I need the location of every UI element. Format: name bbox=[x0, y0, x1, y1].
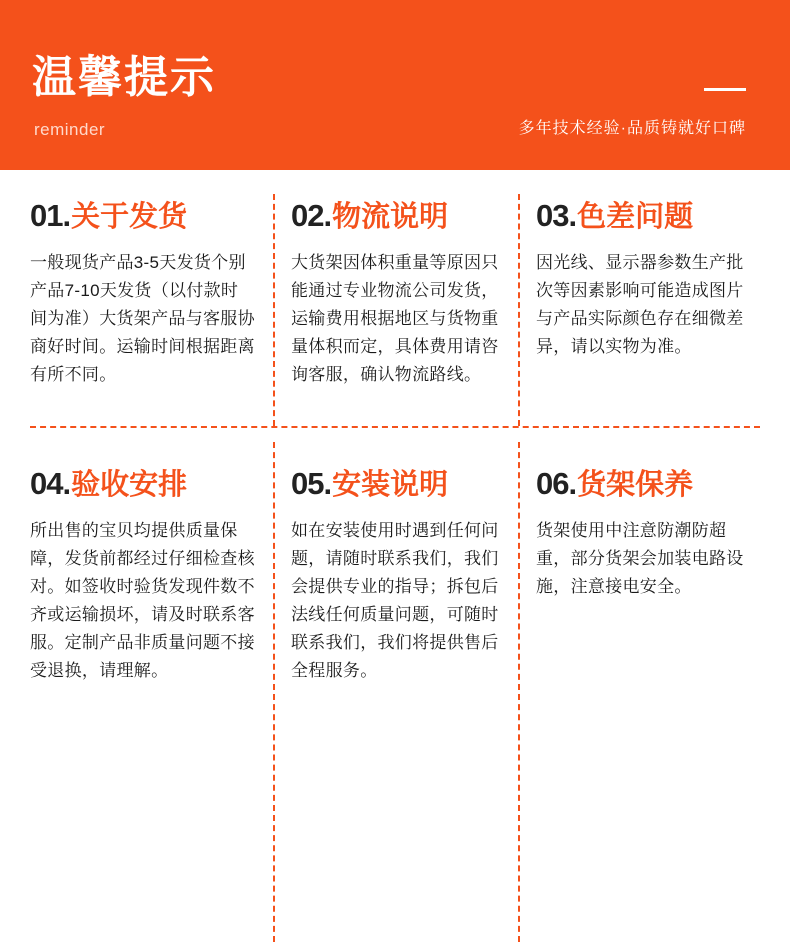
notice-item-number: 01 bbox=[30, 198, 63, 233]
banner-slogan: 多年技术经验·品质铸就好口碑 bbox=[518, 120, 746, 137]
notice-grid bbox=[0, 170, 790, 779]
notice-item-body: 如在安装使用时遇到任何问题，请随时联系我们，我们会提供专业的指导；拆包后法线任何质量问题，可随时联系我们，我们将提供售后全程服务。 bbox=[291, 521, 499, 680]
notice-item-heading bbox=[30, 194, 255, 235]
notice-item-dot: . bbox=[568, 466, 578, 501]
notice-item-dot: . bbox=[323, 198, 333, 233]
notice-item-title: 物流说明 bbox=[332, 201, 449, 233]
page-subtitle: reminder bbox=[34, 120, 106, 139]
notice-item-title: 验收安排 bbox=[71, 469, 188, 501]
notice-item-number: 04 bbox=[30, 466, 63, 501]
notice-item-title: 色差问题 bbox=[577, 201, 694, 233]
notice-row bbox=[30, 194, 760, 444]
notice-item-dot: . bbox=[62, 466, 72, 501]
notice-item-heading bbox=[291, 194, 500, 235]
notice-item-dot: . bbox=[323, 466, 333, 501]
notice-item-title: 关于发货 bbox=[71, 201, 188, 233]
notice-item-dot: . bbox=[568, 198, 578, 233]
notice-item-04 bbox=[30, 462, 273, 762]
notice-item-body: 货架使用中注意防潮防超重，部分货架会加装电路设施，注意接电安全。 bbox=[536, 521, 744, 596]
notice-item-heading bbox=[291, 462, 500, 503]
notice-item-title: 安装说明 bbox=[332, 469, 449, 501]
notice-item-01 bbox=[30, 194, 273, 444]
notice-item-body: 大货架因体积重量等原因只能通过专业物流公司发货，运输费用根据地区与货物重量体积而定，具体费用请咨询客服，确认物流路线。 bbox=[291, 253, 499, 384]
notice-item-body: 一般现货产品3-5天发货个别产品7-10天发货（以付款时间为准）大货架产品与客服协商好时间。运输时间根据距离有所不同。 bbox=[30, 253, 255, 384]
divider-dash bbox=[704, 88, 746, 91]
notice-item-06 bbox=[518, 462, 760, 762]
page-title: 温馨提示 bbox=[32, 53, 216, 102]
notice-item-number: 02 bbox=[291, 198, 324, 233]
notice-item-02 bbox=[273, 194, 518, 444]
notice-item-number: 05 bbox=[291, 466, 324, 501]
notice-item-number: 03 bbox=[536, 198, 569, 233]
notice-item-05 bbox=[273, 462, 518, 762]
notice-item-03 bbox=[518, 194, 760, 444]
notice-item-body: 所出售的宝贝均提供质量保障，发货前都经过仔细检查核对。如签收时验货发现件数不齐或运输损坏，请及时联系客服。定制产品非质量问题不接受退换，请理解。 bbox=[30, 521, 255, 680]
header-banner bbox=[0, 0, 790, 170]
notice-item-heading bbox=[30, 462, 255, 503]
notice-item-heading bbox=[536, 194, 760, 235]
notice-item-body: 因光线、显示器参数生产批次等因素影响可能造成图片与产品实际颜色存在细微差异，请以实物为准。 bbox=[536, 253, 744, 356]
notice-item-title: 货架保养 bbox=[577, 469, 694, 501]
notice-item-number: 06 bbox=[536, 466, 569, 501]
notice-item-heading bbox=[536, 462, 760, 503]
notice-row bbox=[30, 462, 760, 762]
notice-item-dot: . bbox=[62, 198, 72, 233]
